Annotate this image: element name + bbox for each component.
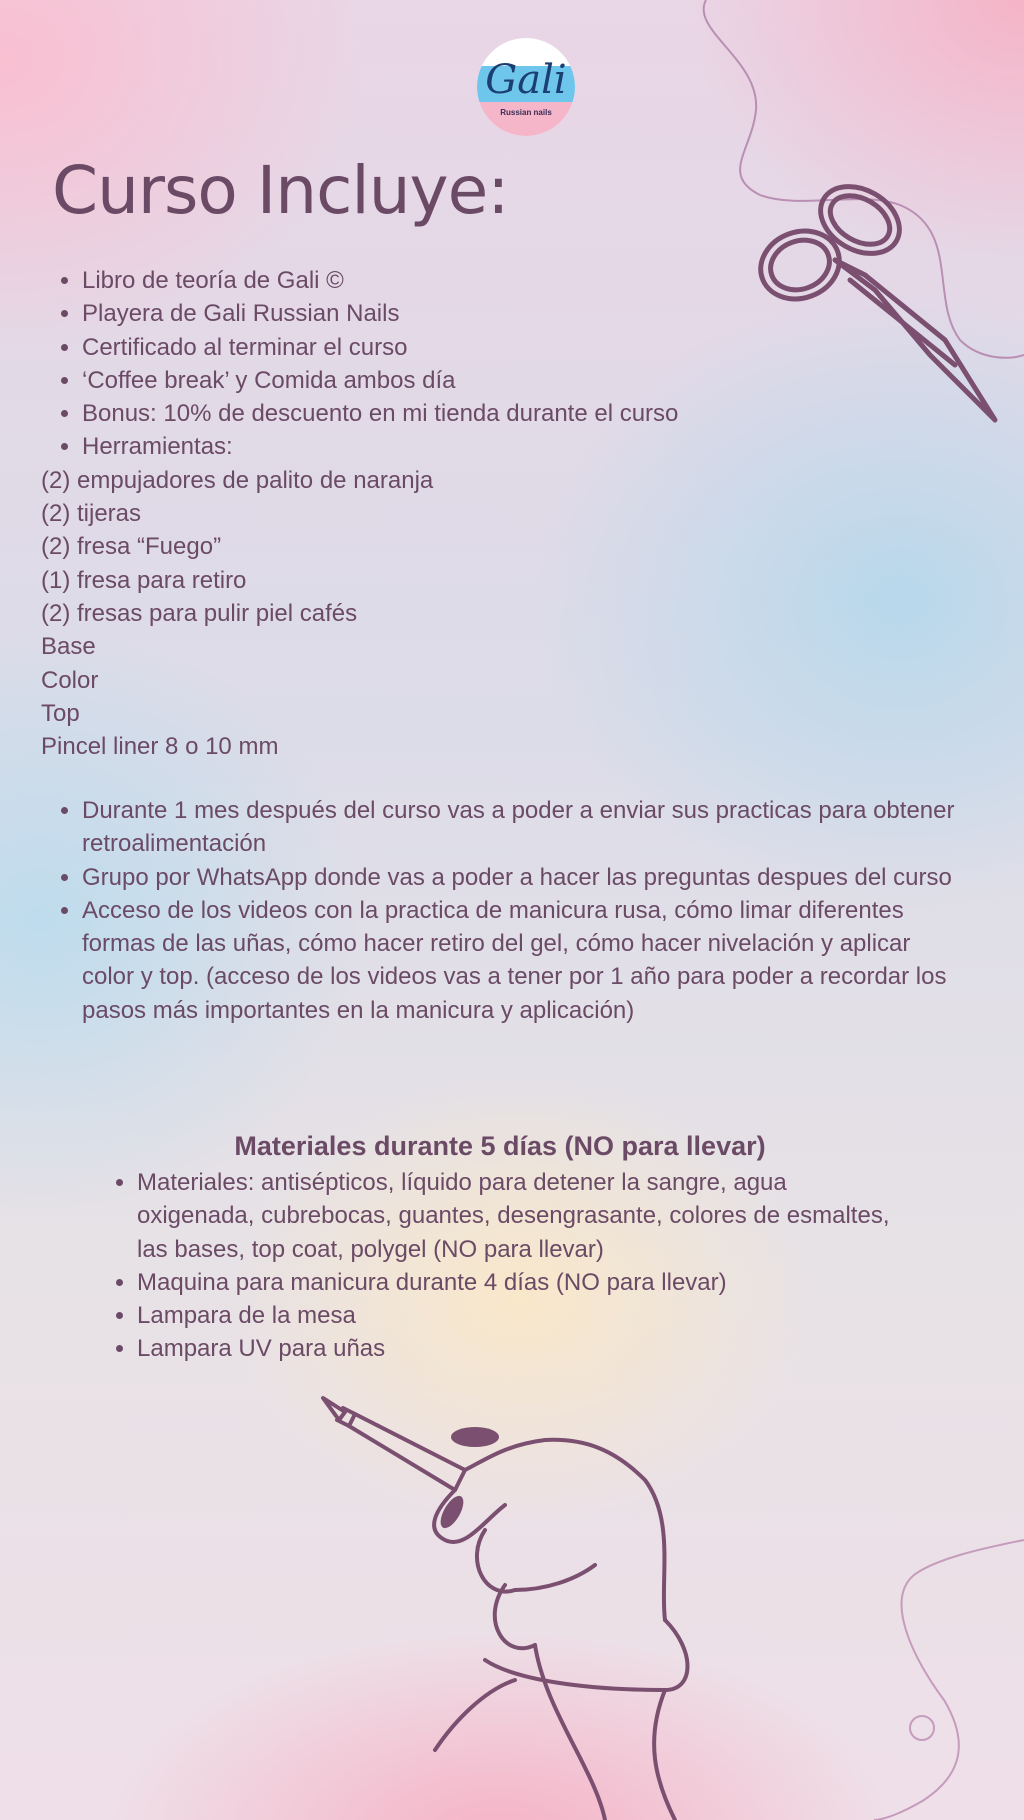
logo-subtitle: Russian nails	[500, 108, 552, 117]
benefits-section	[0, 794, 1024, 1027]
materials-list	[0, 1166, 1024, 1366]
list-item: • Acceso de los videos con la practica de manicura rusa, cómo limar diferentes formas de las uñas, cómo hacer retiro del gel, cómo hacer nivelación y aplicar color y top. (acceso de los videos vas a tener por 1 año para poder a recordar los pasos más importantes en la manicura y aplicación)	[82, 894, 964, 1027]
tool-item: (2) fresa “Fuego”	[41, 533, 222, 561]
list-item: • Libro de teoría de Gali ©	[82, 264, 1024, 297]
list-item: • ‘Coffee break’ y Comida ambos día	[82, 364, 1024, 397]
tool-item: (1) fresa para retiro	[41, 566, 247, 594]
logo	[477, 38, 575, 136]
tool-item: (2) tijeras	[41, 500, 142, 528]
hand-nail-drill-icon	[315, 1390, 735, 1820]
list-item: • Maquina para manicura durante 4 días (NO para llevar)	[137, 1266, 904, 1299]
includes-list	[0, 264, 1024, 464]
tool-item: Color	[41, 666, 99, 694]
list-item: • Lampara de la mesa	[137, 1299, 904, 1332]
list-item: • Certificado al terminar el curso	[82, 331, 1024, 364]
thread-line-icon	[804, 1400, 1024, 1820]
list-item: • Lampara UV para uñas	[137, 1332, 904, 1365]
list-item: • Playera de Gali Russian Nails	[82, 297, 1024, 330]
logo-brand: Gali	[485, 57, 567, 103]
page-title: Curso Incluye:	[52, 152, 509, 229]
tool-item: (2) fresas para pulir piel cafés	[41, 599, 358, 627]
benefits-list	[0, 794, 1024, 1027]
tool-item: Top	[41, 699, 80, 727]
tools-list	[0, 464, 1024, 764]
list-item: • Grupo por WhatsApp donde vas a poder a hacer las preguntas despues del curso	[82, 861, 964, 894]
list-item: • Materiales: antisépticos, líquido para detener la sangre, agua oxigenada, cubrebocas, guantes, desengrasante, colores de esmaltes, las bases, top coat, polygel (NO para llevar)	[137, 1166, 904, 1266]
tool-item: Base	[41, 633, 96, 661]
list-item: • Durante 1 mes después del curso vas a poder a enviar sus practicas para obtener retroalimentación	[82, 794, 964, 861]
list-item: • Herramientas:	[82, 430, 1024, 463]
list-item: • Bonus: 10% de descuento en mi tienda durante el curso	[82, 397, 1024, 430]
materials-heading: Materiales durante 5 días (NO para llevar)	[234, 1131, 766, 1161]
includes-section	[0, 264, 1024, 763]
tool-item: Pincel liner 8 o 10 mm	[41, 733, 279, 761]
tool-item: (2) empujadores de palito de naranja	[41, 466, 434, 494]
materials-section	[0, 1166, 1024, 1366]
